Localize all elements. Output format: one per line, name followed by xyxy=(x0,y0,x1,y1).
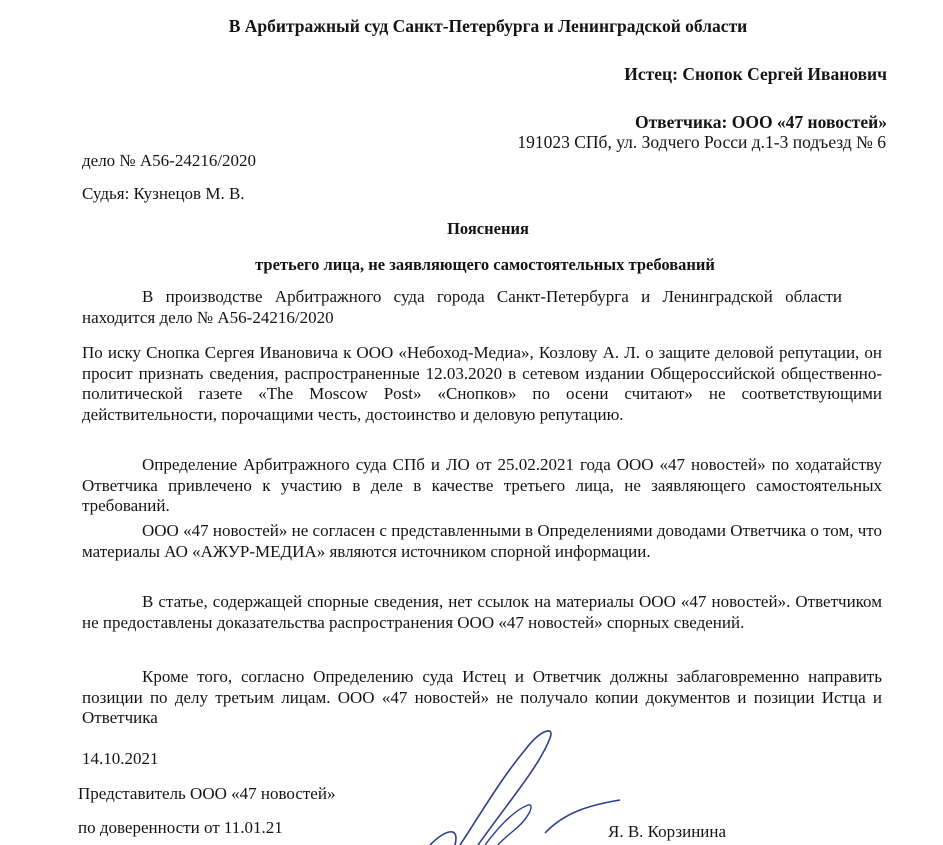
signature-stroke xyxy=(460,731,551,845)
body-paragraph-3: Определение Арбитражного суда СПб и ЛО от 25.02.2021 года ООО «47 новостей» по ходатайству Ответчика привлечено к участию в деле в качестве третьего лица, не заявляющего самостоятельных требований. xyxy=(82,455,882,515)
document-subtitle: третьего лица, не заявляющего самостоятельных требований xyxy=(255,255,715,274)
document-title: Пояснения xyxy=(447,219,529,238)
signature-stroke xyxy=(430,832,456,845)
judge-line: Судья: Кузнецов М. В. xyxy=(82,184,245,203)
body-paragraph-6: Кроме того, согласно Определению суда Истец и Ответчик должны заблаговременно направить позиции по делу третьим лицам. ООО «47 новостей» не получало копии документов и позиции Истца и Ответчика xyxy=(82,667,882,727)
representative-line: Представитель ООО «47 новостей» xyxy=(78,784,336,803)
signature-stroke xyxy=(545,800,620,833)
body-paragraph-5: В статье, содержащей спорные сведения, нет ссылок на материалы ООО «47 новостей». Ответчиком не предоставлены доказательства распространения ООО «47 новостей» спорных сведений. xyxy=(82,592,882,632)
plaintiff-line: Истец: Снопок Сергей Иванович xyxy=(624,64,887,84)
case-number: дело № А56-24216/2020 xyxy=(82,151,257,170)
body-paragraph-1: В производстве Арбитражного суда города Санкт-Петербурга и Ленинградской области находится дело № А56-24216/2020 xyxy=(82,287,842,327)
defendant-line: Ответчика: ООО «47 новостей» xyxy=(634,112,887,132)
power-of-attorney-line: по доверенности от 11.01.21 xyxy=(78,818,283,837)
signer-name: Я. В. Корзинина xyxy=(608,822,727,841)
defendant-address: 191023 СПб, ул. Зодчего Росси д.1-3 подъезд № 6 xyxy=(517,132,886,152)
handwritten-signature xyxy=(400,720,640,845)
body-paragraph-2: По иску Снопка Сергея Ивановича к ООО «Небоход-Медиа», Козлову А. Л. о защите деловой репутации, он просит признать сведения, распространенные 12.03.2020 в сетевом издании Общероссийской общественно-политической газете «The Moscow Post» «Снопков» по осени считают» не соответствующими действительности, порочащими честь, достоинство и деловую репутацию. xyxy=(82,343,882,424)
signature-date: 14.10.2021 xyxy=(82,749,159,768)
court-addressee: В Арбитражный суд Санкт-Петербурга и Ленинградской области xyxy=(228,16,748,36)
body-paragraph-4: ООО «47 новостей» не согласен с представленными в Определениями доводами Ответчика о том, что материалы АО «АЖУР-МЕДИА» являются источником спорной информации. xyxy=(82,521,882,561)
